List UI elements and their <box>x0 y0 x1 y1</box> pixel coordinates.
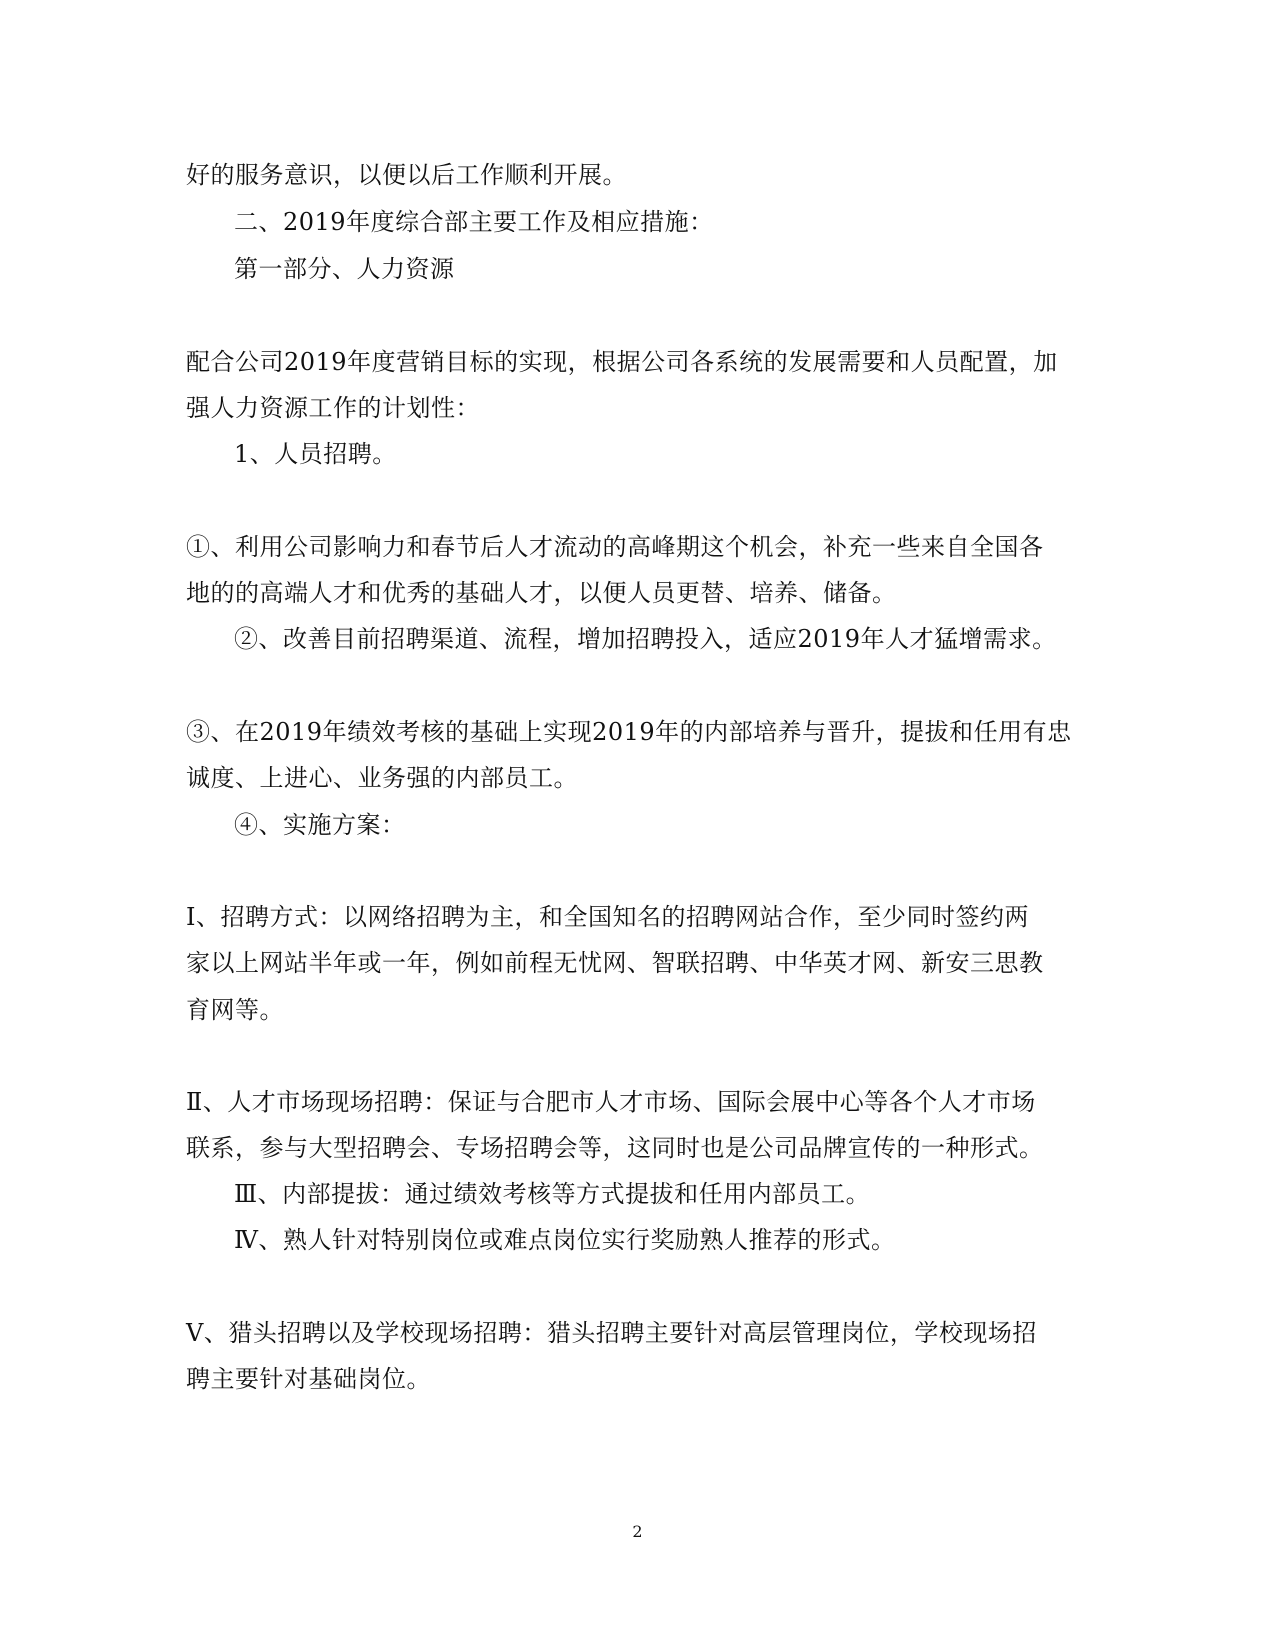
list-item: Ⅳ、熟人针对特别岗位或难点岗位实行奖励熟人推荐的形式。 <box>234 1226 896 1254</box>
text-line: 家以上网站半年或一年，例如前程无忧网、智联招聘、中华英才网、新安三思教 <box>186 949 1044 977</box>
text-line: 诚度、上进心、业务强的内部员工。 <box>186 764 578 792</box>
list-item: Ⅲ、内部提拔：通过绩效考核等方式提拔和任用内部员工。 <box>234 1180 871 1208</box>
list-item: ④、实施方案： <box>234 811 406 839</box>
list-item: Ⅱ、人才市场现场招聘：保证与合肥市人才市场、国际会展中心等各个人才市场 <box>186 1088 1036 1116</box>
page-number: 2 <box>632 1522 643 1541</box>
list-item: 1、人员招聘。 <box>234 440 397 468</box>
text-line: 联系，参与大型招聘会、专场招聘会等，这同时也是公司品牌宣传的一种形式。 <box>186 1134 1044 1162</box>
text-line: 育网等。 <box>186 996 284 1024</box>
list-item: ③、在2019年绩效考核的基础上实现2019年的内部培养与晋升，提拔和任用有忠 <box>186 718 1072 746</box>
list-item: Ⅴ、猎头招聘以及学校现场招聘：猎头招聘主要针对高层管理岗位，学校现场招 <box>186 1319 1037 1347</box>
list-item: ②、改善目前招聘渠道、流程，增加招聘投入，适应2019年人才猛增需求。 <box>234 625 1057 653</box>
text-line: 聘主要针对基础岗位。 <box>186 1365 431 1393</box>
text-line: 地的的高端人才和优秀的基础人才，以便人员更替、培养、储备。 <box>186 579 897 607</box>
section-heading: 二、2019年度综合部主要工作及相应措施： <box>234 208 714 236</box>
text-line: 强人力资源工作的计划性： <box>186 394 480 422</box>
text-line: 好的服务意识，以便以后工作顺利开展。 <box>186 161 627 189</box>
list-item: Ⅰ、招聘方式：以网络招聘为主，和全国知名的招聘网站合作，至少同时签约两 <box>186 903 1029 931</box>
list-item: ①、利用公司影响力和春节后人才流动的高峰期这个机会，补充一些来自全国各 <box>186 533 1044 561</box>
text-line: 配合公司2019年度营销目标的实现，根据公司各系统的发展需要和人员配置，加 <box>186 348 1058 376</box>
part-heading: 第一部分、人力资源 <box>234 255 455 283</box>
